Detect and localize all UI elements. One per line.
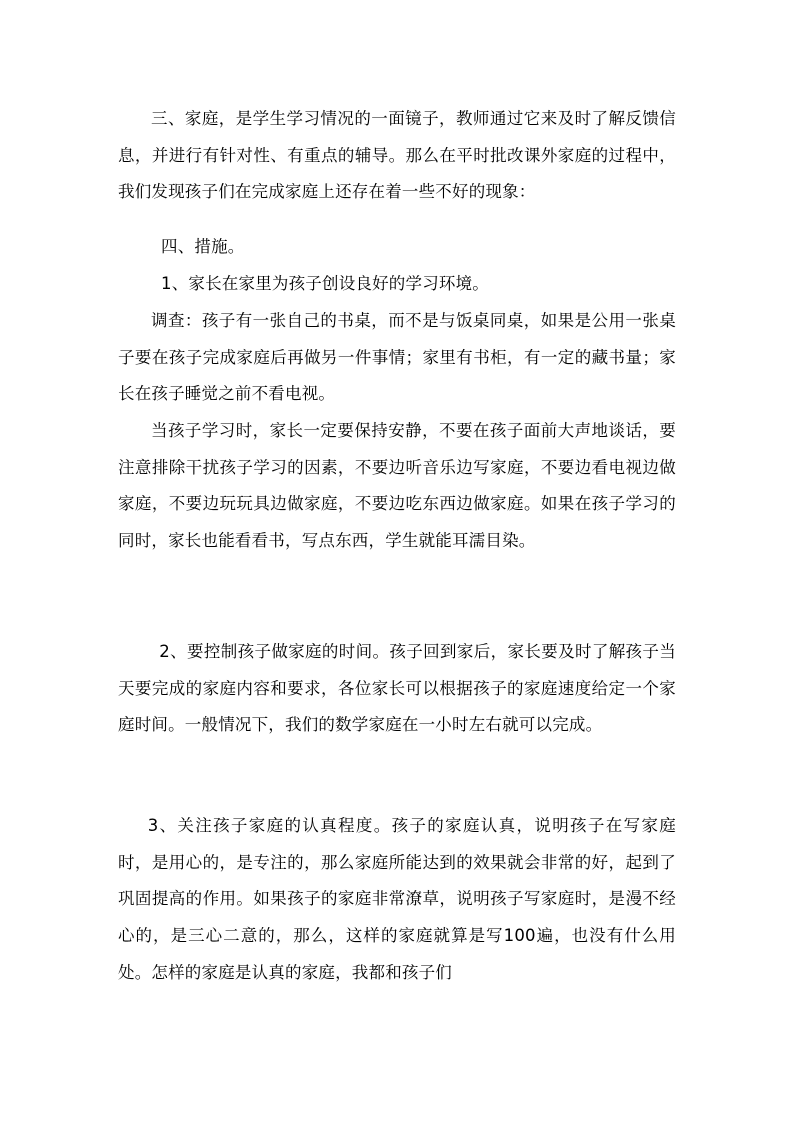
heading-measures: 四、措施。 [161,237,245,256]
paragraph-feedback: 三、家庭，是学生学习情况的一面镜子，教师通过它来及时了解反馈信息，并进行有针对性、有重点的辅导。那么在平时批改课外家庭的过程中，我们发现孩子们在完成家庭上还存在着一些不好的现象： [118,109,676,202]
item-3-paragraph: 3、关注孩子家庭的认真程度。孩子的家庭认真，说明孩子在写家庭时，是用心的，是专注的，那么家庭所能达到的效果就会非常的好，起到了巩固提高的作用。如果孩子的家庭非常潦草，说明孩子写家庭时，是漫不经心的，是三心二意的，那么，这样的家庭就算是写100遍，也没有什么用处。怎样的家庭是认真的家庭，我都和孩子们 [118,816,676,982]
paragraph-survey: 调查：孩子有一张自己的书桌，而不是与饭桌同桌，如果是公用一张桌子要在孩子完成家庭后再做另一件事情；家里有书柜，有一定的藏书量；家长在孩子睡觉之前不看电视。 [118,311,676,404]
item-2-paragraph: 2、要控制孩子做家庭的时间。孩子回到家后，家长要及时了解孩子当天要完成的家庭内容和要求，各位家长可以根据孩子的家庭速度给定一个家庭时间。一般情况下，我们的数学家庭在一小时左右就可以完成。 [118,642,676,735]
paragraph-quiet-environment: 当孩子学习时，家长一定要保持安静，不要在孩子面前大声地谈话，要注意排除干扰孩子学习的因素，不要边听音乐边写家庭，不要边看电视边做家庭，不要边玩玩具边做家庭，不要边吃东西边做家庭。如果在孩子学习的同时，家长也能看看书，写点东西，学生就能耳濡目染。 [118,421,676,551]
item-1-heading: 1、家长在家里为孩子创设良好的学习环境。 [161,274,489,293]
